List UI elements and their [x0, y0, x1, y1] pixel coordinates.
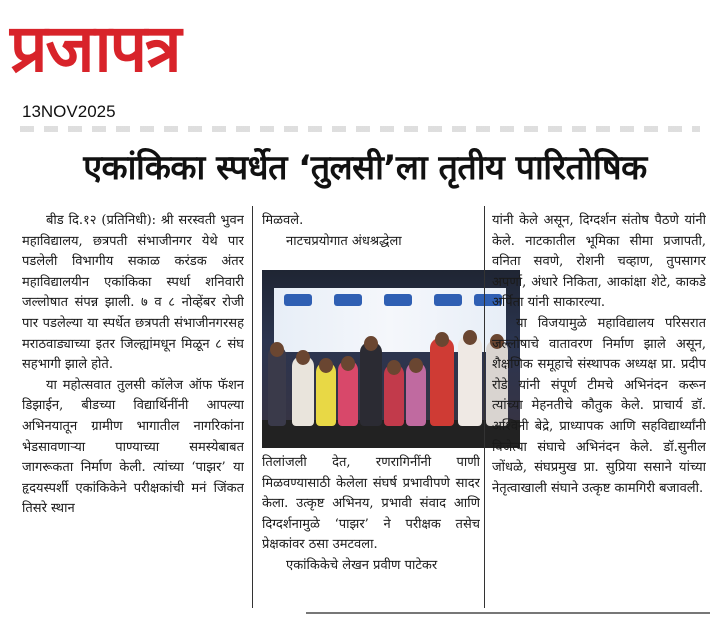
- column-divider-2: [484, 206, 485, 608]
- column-2-line-2: नाटचप्रयोगात अंधश्रद्धेला: [286, 233, 402, 249]
- column-2-line-1: मिळवले.: [262, 213, 304, 228]
- bottom-border: [306, 612, 710, 614]
- column-2-paragraph-4: एकांकिकेचे लेखन प्रवीण पाटेकर: [286, 557, 438, 573]
- column-3-paragraph-2: या विजयामुळे महाविद्यालय परिसरात जल्लोषाचे वातावरण निर्माण झाले असून, शैक्षणिक समूहाचे संस्थापक अध्यक्ष प्रा. प्रदीप रोडे यांनी संपूर्ण टीमचे अभिनंदन करून त्यांच्या मेहनतीचे कौतुक केले. प्राचार्य डॉ. अश्विनी बेद्रे, प्राध्यापक आणि सहविद्यार्थ्यांनी विजेत्या संघाचे अभिनंदन केले. डॉ.सुनील जोंधळे, संघप्रमुख प्रा. सुप्रिया ससाने यांच्या नेतृत्वाखाली संघाने उत्कृष्ट कामगिरी बजावली.: [492, 315, 706, 496]
- column-3-paragraph-1: यांनी केले असून, दिग्दर्शन संतोष पैठणे यांनी केले. नाटकातील भूमिका सीमा प्रजापती, वनिता सवणे, रोशनी चव्हाण, तुपसागर अपर्णा, अंधारे निकिता, आकांक्षा शेटे, काकडे अर्पिता यांनी साकारल्या.: [492, 213, 706, 311]
- article-column-2-top: [262, 211, 480, 263]
- newspaper-masthead: प्रजापत्र: [10, 10, 180, 87]
- column-2-paragraph-3: तिलांजली देत, रणरागिनींनी पाणी मिळवण्यासाठी केलेला संघर्ष प्रभावीपणे सादर केला. उत्कृष्ट अभिनय, प्रभावी संवाद आणि दिग्दर्शनामुळे ‘पाझर’ ने परीक्षक तसेच प्रेक्षकांवर ठसा उमटवला.: [262, 455, 480, 553]
- article-column-2-bottom: [262, 453, 480, 608]
- article-column-1: [22, 211, 244, 607]
- column-1-paragraph-2: या महोत्सवात तुलसी कॉलेज ऑफ फॅशन डिझाईन, बीडच्या विद्यार्थिनींनी आपल्या अभिनयातून ग्रामीण भागातील नागरिकांना भेडसावणाऱ्या पाण्याच्या समस्येबाबत जागरूकता निर्माण केली. त्यांच्या ‘पाझर’ या हृदयस्पर्शी एकांकिकेने परीक्षकांची मनं जिंकत तिसरे स्थान: [22, 377, 244, 517]
- clipping-cut-edge: [20, 126, 700, 132]
- event-photo: [262, 270, 520, 448]
- publication-date: 13NOV2025: [22, 102, 116, 121]
- column-1-paragraph-1: बीड दि.१२ (प्रतिनिधी): श्री सरस्वती भुवन महाविद्यालय, छत्रपती संभाजीनगर येथे पार पडलेली विभागीय सकाळ करंडक अंतर महाविद्यालयीन एकांकिका स्पर्धा शनिवारी जल्लोषात संपन्न झाली. ७ व ८ नोव्हेंबर रोजी पार पडलेल्या या स्पर्धेत छत्रपती संभाजीनगरसह मराठवाड्याच्या इतर जिल्ह्यांमधून मिळून ८ संघ सहभागी झाले होते.: [22, 213, 244, 373]
- article-column-3: [492, 211, 706, 607]
- column-divider-1: [252, 206, 253, 608]
- article-headline: एकांकिका स्पर्धेत ‘तुलसी’ला तृतीय पारितोषिक: [83, 148, 647, 188]
